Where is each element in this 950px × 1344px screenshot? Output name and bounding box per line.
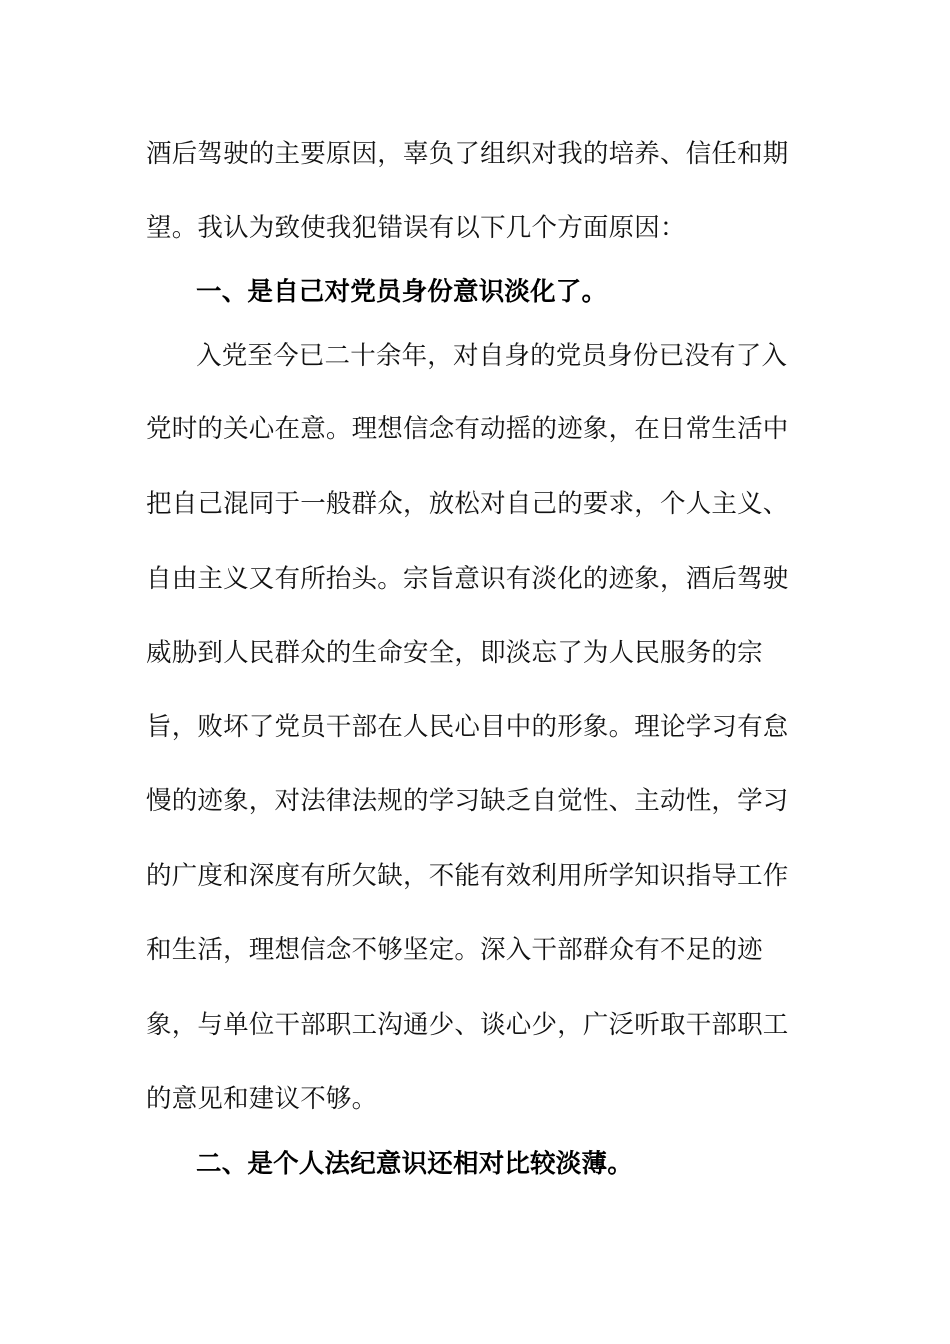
- body-text-line: 的广度和深度有所欠缺，不能有效利用所学知识指导工作: [146, 861, 789, 891]
- section-heading-2: 二、是个人法纪意识还相对比较淡薄。: [196, 1149, 633, 1179]
- body-text-line: 党时的关心在意。理想信念有动摇的迹象，在日常生活中: [146, 414, 789, 444]
- body-text-line: 象，与单位干部职工沟通少、谈心少，广泛听取干部职工: [146, 1010, 789, 1040]
- section-heading-1: 一、是自己对党员身份意识淡化了。: [196, 277, 608, 307]
- body-text-line: 酒后驾驶的主要原因，辜负了组织对我的培养、信任和期: [146, 139, 789, 169]
- body-text-line: 旨，败坏了党员干部在人民心目中的形象。理论学习有怠: [146, 712, 789, 742]
- body-text-line: 望。我认为致使我犯错误有以下几个方面原因：: [146, 213, 686, 243]
- body-text-line: 入党至今已二十余年，对自身的党员身份已没有了入: [196, 341, 788, 371]
- body-text-line: 慢的迹象，对法律法规的学习缺乏自觉性、主动性，学习: [146, 786, 789, 816]
- body-text-line: 自由主义又有所抬头。宗旨意识有淡化的迹象，酒后驾驶: [146, 564, 789, 594]
- body-text-line: 的意见和建议不够。: [146, 1084, 378, 1114]
- body-text-line: 把自己混同于一般群众，放松对自己的要求，个人主义、: [146, 489, 789, 519]
- body-text-line: 威胁到人民群众的生命安全，即淡忘了为人民服务的宗: [146, 638, 763, 668]
- body-text-line: 和生活，理想信念不够坚定。深入干部群众有不足的迹: [146, 935, 763, 965]
